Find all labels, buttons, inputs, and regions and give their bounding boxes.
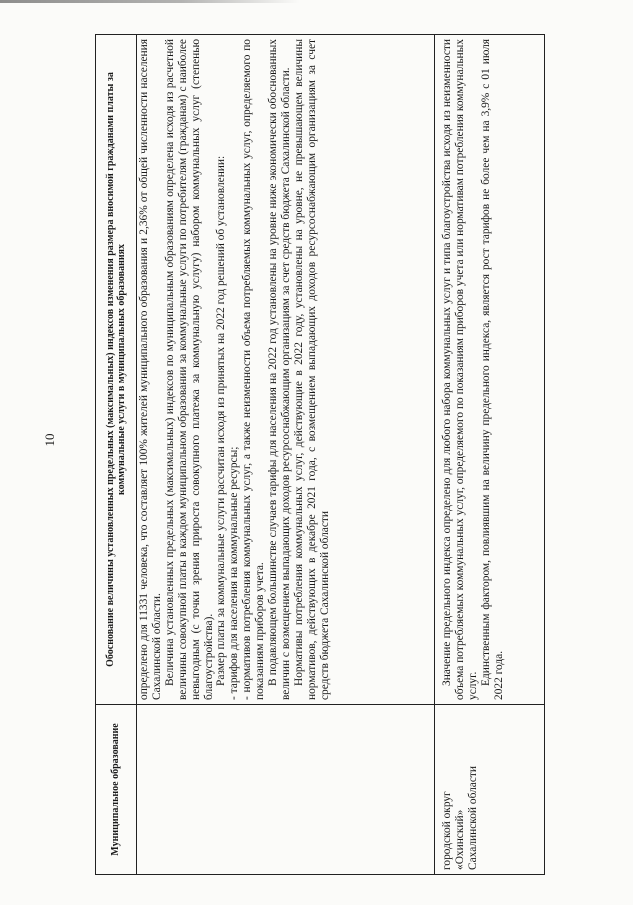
municipality-name-line: Сахалинской области [466, 766, 479, 870]
paragraph: В подавляющем большинстве случаев тарифы для населения на 2022 год установлены на уровне ниже экономически обоснованных величин с возмещением выпадающих доходов ресурсоснабжающим организациям за счет средств бюджета Сахалинской области. [267, 39, 292, 700]
justification-cell [435, 35, 545, 705]
list-item: - нормативов потребления коммунальных услуг, а также неизменности объема потребляемых коммунальных услуг, определяемого по показаниям приборов учета. [241, 39, 267, 700]
paragraph: определено для 11331 человека, что составляет 100% жителей муниципального образования и 2,36% от общей численности населения Сахалинской области. [138, 39, 163, 700]
paragraph: Величина установленных предельных (максимальных) индексов по муниципальным образованиям определена исходя из расчетной величины совокупной платы в каждом муниципальном образовании за коммунальные услуги по потребителям (гражданам) с наиболее невыгодным (с точки зрения прироста совокупного платежа за коммунальную услугу) набором коммунальных услуг (степенью благоустройства). [163, 39, 215, 700]
municipality-cell [435, 705, 545, 875]
municipality-name-line: городской округ [441, 791, 453, 870]
table-row [435, 35, 545, 875]
municipality-cell-empty [137, 705, 435, 875]
justification-table [95, 34, 545, 875]
paragraph: Единственным фактором, повлиявшим на величину предельного индекса, является рост тарифов не более чем на 3,9% с 01 июля 2022 года. [479, 39, 505, 700]
justification-cell [137, 35, 435, 705]
paragraph: Нормативы потребления коммунальных услуг, действующие в 2022 году, установлены на уровне, не превышающем величины нормативов, действующих в декабре 2021 года, с возмещением выпадающих доходов ресурсоснабжающим организациям за счет средств бюджета Сахалинской области [292, 39, 331, 700]
page-number: 10 [42, 433, 57, 447]
paragraph: Размер платы за коммунальные услуги рассчитан исходя из принятых на 2022 год решений об установлении: [215, 155, 228, 686]
municipality-name-line: «Охинский» [453, 809, 466, 870]
header-municipality: Муниципальное образование [96, 705, 137, 875]
header-justification: Обоснование величины установленных предельных (максимальных) индексов изменения размера вносимой гражданами платы за коммунальные услуги в муниципальных образованиях [96, 35, 137, 705]
table-header-row [96, 35, 137, 875]
rotated-table-container [95, 35, 545, 875]
scan-edge [0, 0, 300, 3]
table-row [137, 35, 435, 875]
paragraph: Значение предельного индекса определено для любого набора коммунальных услуг и типа благоустройства исходя из неизменности объема потребляемых коммунальных услуг, определяемого по показаниям приборов учета или нормативам потребления коммунальных услуг. [441, 39, 479, 700]
list-item: - тарифов для населения на коммунальные ресурсы; [228, 446, 241, 700]
